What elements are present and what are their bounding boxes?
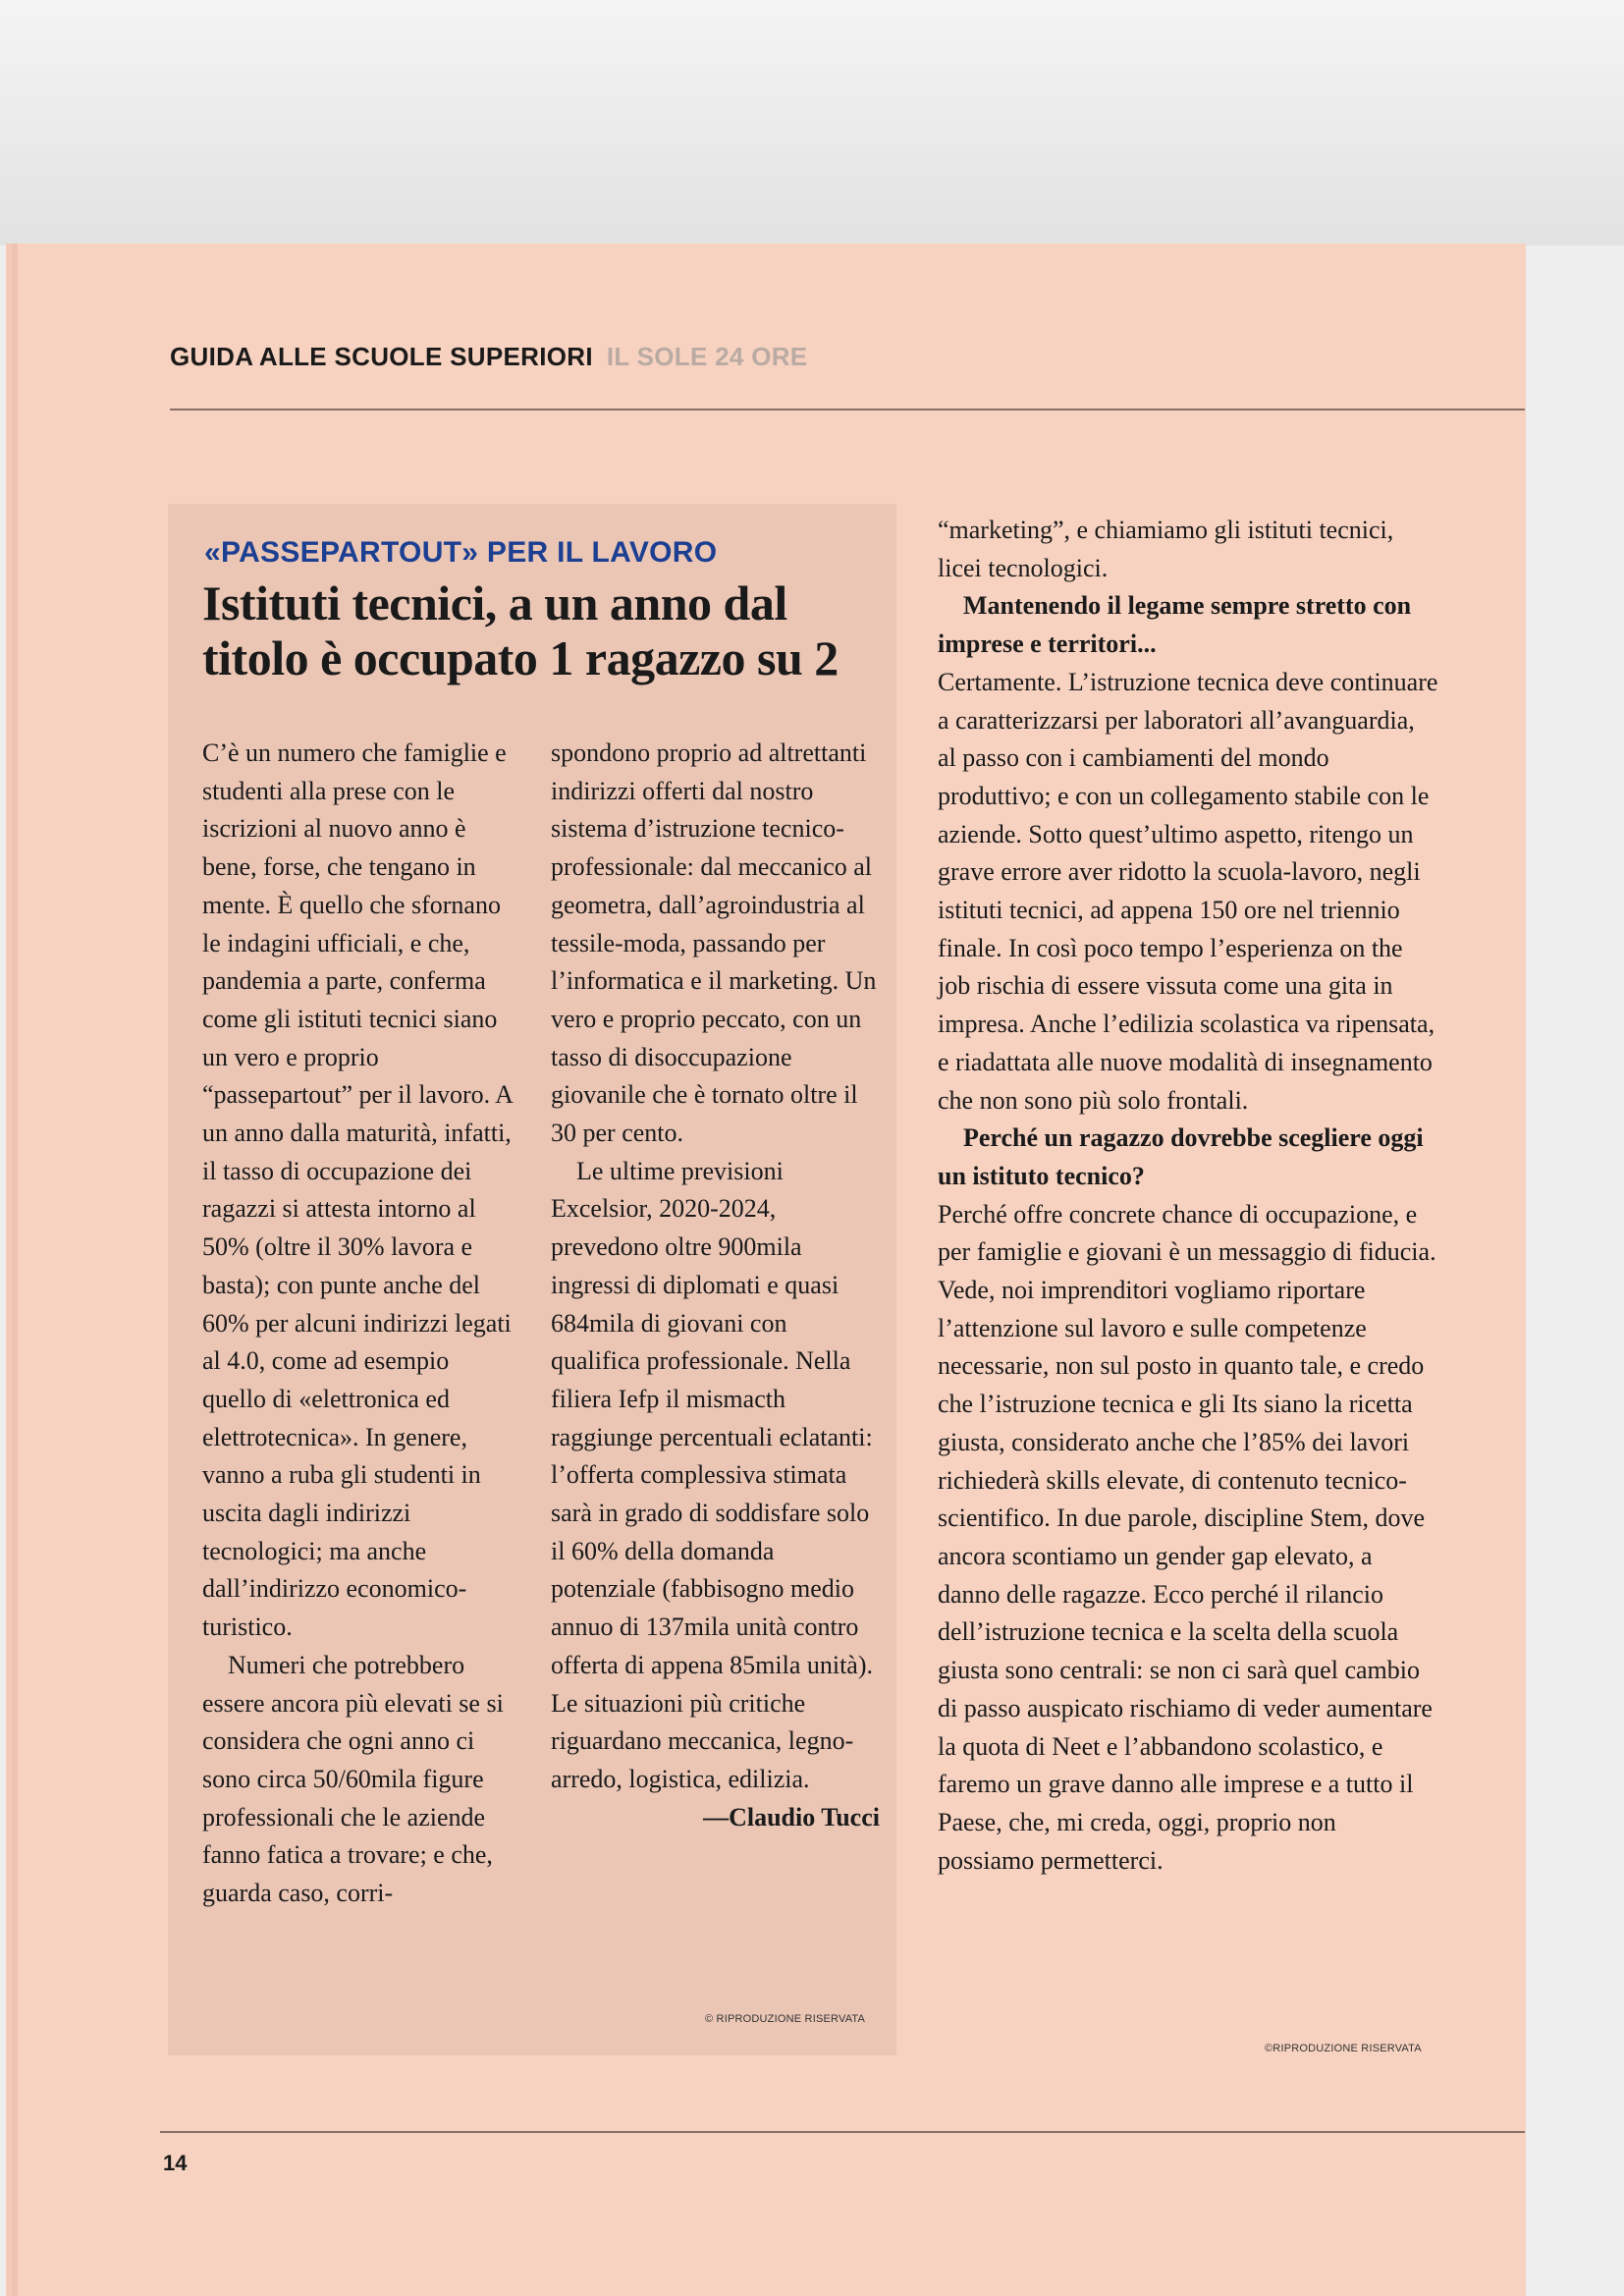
- article-paragraph: spondono proprio ad altrettanti indirizzi offerti dal nostro sistema d’istruzione tecnico-professionale: dal meccanico al geometra, dall’agroindustria al tessile-moda, passando per l’informatica e il marketing. Un vero e proprio peccato, con un tasso di disoccupazione giovanile che è tornato oltre il 30 per cento.: [551, 738, 877, 1148]
- copyright-note: © RIPRODUZIONE RISERVATA: [705, 2013, 866, 2025]
- interview-column: [938, 512, 1438, 1880]
- running-header: [170, 342, 1525, 372]
- article-kicker: «PASSEPARTOUT» PER IL LAVORO: [204, 536, 718, 569]
- footer-rule: [160, 2131, 1525, 2133]
- interview-answer: Certamente. L’istruzione tecnica deve continuare a caratterizzarsi per laboratori all’avanguardia, al passo con i cambiamenti del mondo produttivo; e con un collegamento stabile con le aziende. Sotto quest’ultimo aspetto, ritengo un grave errore aver ridotto la scuola-lavoro, negli istituti tecnici, ad appena 150 ore nel triennio finale. In così poco tempo l’esperienza on the job rischia di essere vissuta come una gita in impresa. Anche l’edilizia scolastica va ripensata, e riadattata alle nuove modalità di insegnamento che non sono più solo frontali.: [938, 667, 1438, 1115]
- header-rule: [170, 409, 1525, 410]
- article-headline: Istituti tecnici, a un anno dal titolo è occupato 1 ragazzo su 2: [202, 575, 839, 685]
- article-paragraph: Le ultime previsioni Excelsior, 2020-2024, prevedono oltre 900mila ingressi di diplomati e quasi 684mila di giovani con qualifica professionale. Nella filiera Iefp il mismacth raggiunge percentuali eclatanti: l’offerta complessiva stimata sarà in grado di soddisfare solo il 60% della domanda potenziale (fabbisogno medio annuo di 137mila unità contro offerta di appena 85mila unità). Le situazioni più critiche riguardano meccanica, legno-arredo, logistica, edilizia.: [551, 1156, 874, 1793]
- interview-answer: Perché offre concrete chance di occupazione, e per famiglie e giovani è un messaggio di fiducia. Vede, noi imprenditori vogliamo riportare l’attenzione sul lavoro e sulle competenze necessarie, non sul posto in quanto tale, e credo che l’istruzione tecnica e gli Its siano la ricetta giusta, considerato anche che l’85% dei lavori richiederà skills elevate, di contenuto tecnico-scientifico. In due parole, discipline Stem, dove ancora scontiamo un gender gap elevato, a danno delle ragazze. Ecco perché il rilancio dell’istruzione tecnica e la scelta della scuola giusta sono centrali: se non ci sarà quel cambio di passo auspicato rischiamo di veder aumentare la quota di Neet e l’abbandono scolastico, e faremo un grave danno alle imprese e a tutto il Paese, che, mi creda, oggi, proprio non possiamo permetterci.: [938, 1199, 1436, 1875]
- copyright-note: ©RIPRODUZIONE RISERVATA: [1265, 2043, 1422, 2054]
- publication-name: IL SOLE 24 ORE: [606, 342, 808, 371]
- interview-question: Mantenendo il legame sempre stretto con imprese e territori...: [938, 591, 1412, 659]
- article-paragraph: C’è un numero che famiglie e studenti alla prese con le iscrizioni al nuovo anno è bene, forse, che tengano in mente. È quello che sfornano le indagini ufficiali, e che, pandemia a parte, conferma come gli istituti tecnici siano un vero e proprio “passepartout” per il lavoro. A un anno dalla maturità, infatti, il tasso di occupazione dei ragazzi si attesta intorno al 50% (oltre il 30% lavora e basta); con punte anche del 60% per alcuni indirizzi legati al 4.0, come ad esempio quello di «elettronica ed elettrotecnica». In genere, vanno a ruba gli studenti in uscita dagli indirizzi tecnologici; ma anche dall’indirizzo economico-turistico.: [202, 738, 513, 1642]
- article-paragraph: Numeri che potrebbero essere ancora più elevati se si considera che ogni anno ci sono circa 50/60mila figure professionali che le aziende fanno fatica a trovare; e che, guarda caso, corri-: [202, 1650, 504, 1908]
- article-column-2: [551, 735, 880, 1836]
- magazine-page: [18, 244, 1526, 2296]
- article-column-1: [202, 735, 516, 1913]
- section-title: GUIDA ALLE SCUOLE SUPERIORI: [170, 342, 593, 371]
- scan-background: [0, 0, 1624, 246]
- interview-question: Perché un ragazzo dovrebbe scegliere oggi un istituto tecnico?: [938, 1123, 1424, 1190]
- page-number: 14: [163, 2151, 188, 2175]
- interview-paragraph: “marketing”, e chiamiamo gli istituti tecnici, licei tecnologici.: [938, 516, 1394, 582]
- author-signature: —Claudio Tucci: [703, 1802, 880, 1831]
